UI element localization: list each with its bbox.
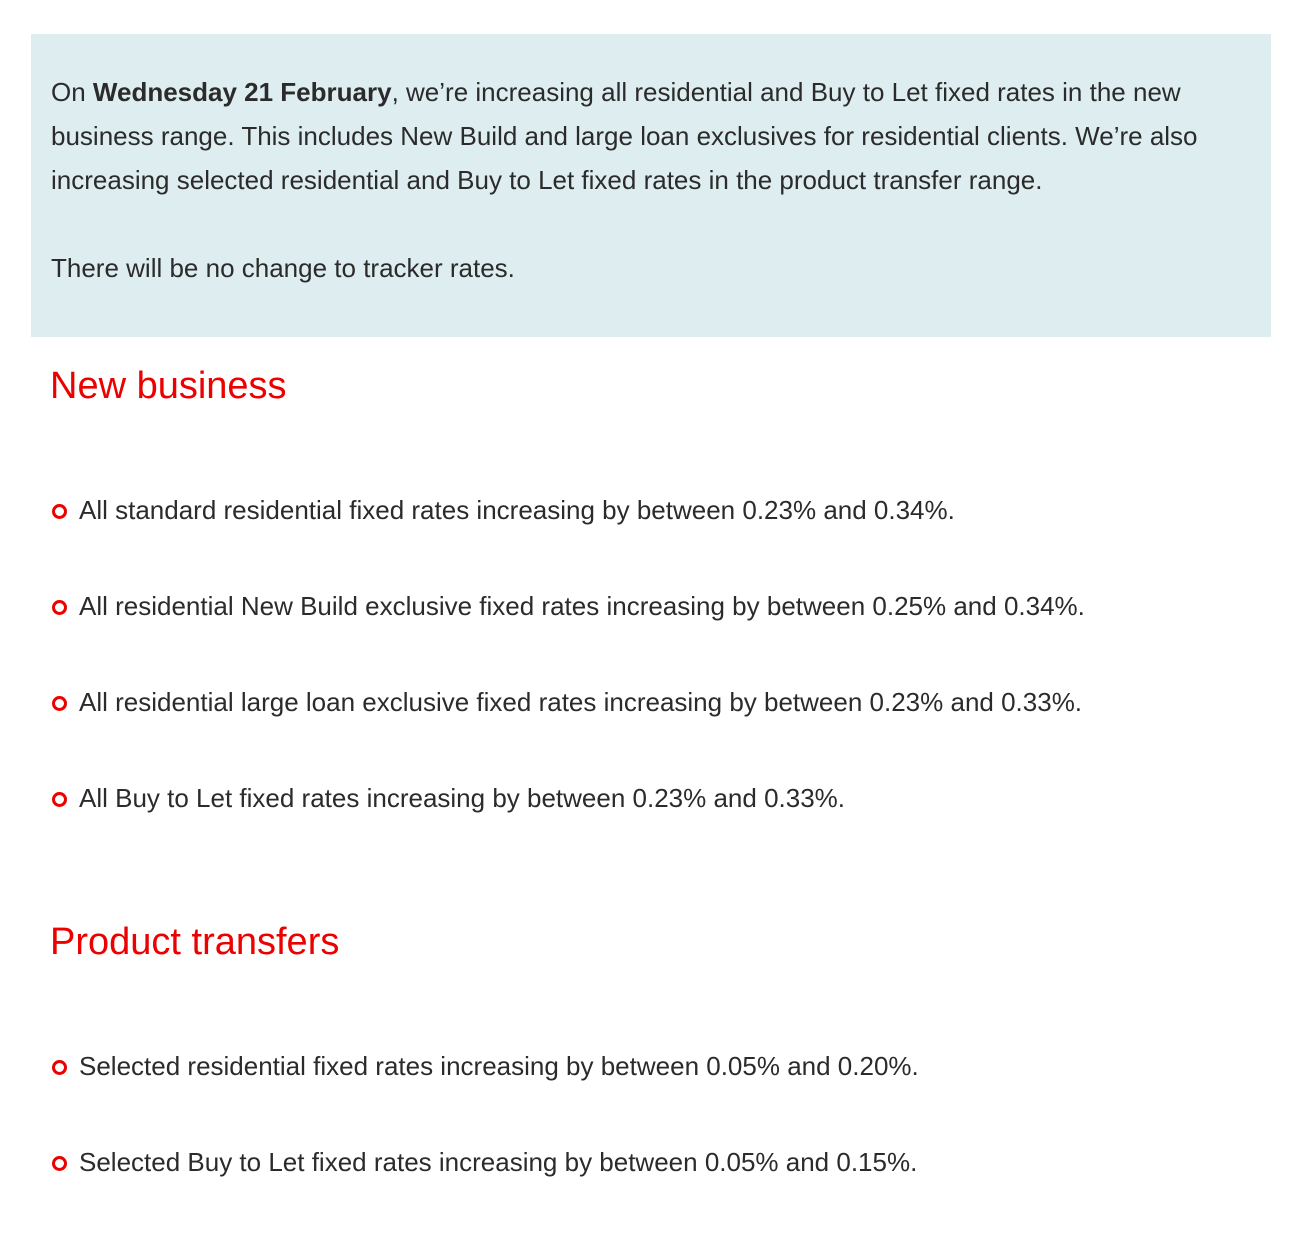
list-item-text: All Buy to Let fixed rates increasing by between 0.23% and 0.33%.	[79, 783, 846, 813]
list-item	[50, 686, 1085, 782]
list-item-text: Selected Buy to Let fixed rates increasing by between 0.05% and 0.15%.	[79, 1147, 918, 1177]
bullet-circle-icon	[52, 696, 67, 711]
notice-date: Wednesday 21 February	[92, 77, 392, 107]
list-item	[50, 1146, 919, 1242]
notice-body: , we’re increasing all residential and Buy to Let fixed rates in the new business range. This includes New Build and large loan exclusives for residential clients. We’re also increasing selected residential and Buy to Let fixed rates in the product transfer range.	[51, 77, 1198, 195]
list-item-text: Selected residential fixed rates increasing by between 0.05% and 0.20%.	[79, 1051, 919, 1081]
list-item-text: All standard residential fixed rates increasing by between 0.23% and 0.34%.	[79, 495, 955, 525]
list-item-text: All residential New Build exclusive fixed rates increasing by between 0.25% and 0.34%.	[79, 591, 1085, 621]
notice-intro: On	[51, 77, 93, 107]
list-item	[50, 782, 1085, 878]
list-item	[50, 590, 1085, 686]
section-title-new-business: New business	[50, 365, 287, 407]
bullet-circle-icon	[52, 600, 67, 615]
section-title-product-transfers: Product transfers	[50, 921, 340, 963]
rate-change-notice	[31, 34, 1271, 337]
bullet-circle-icon	[52, 792, 67, 807]
list-item-text: All residential large loan exclusive fixed rates increasing by between 0.23% and 0.33%.	[79, 687, 1083, 717]
bullet-circle-icon	[52, 504, 67, 519]
new-business-list	[50, 494, 1085, 878]
bullet-circle-icon	[52, 1060, 67, 1075]
tracker-note: There will be no change to tracker rates.	[51, 253, 515, 283]
notice-paragraph	[51, 70, 1251, 202]
list-item	[50, 494, 1085, 590]
product-transfers-list	[50, 1050, 919, 1242]
list-item	[50, 1050, 919, 1146]
bullet-circle-icon	[52, 1156, 67, 1171]
